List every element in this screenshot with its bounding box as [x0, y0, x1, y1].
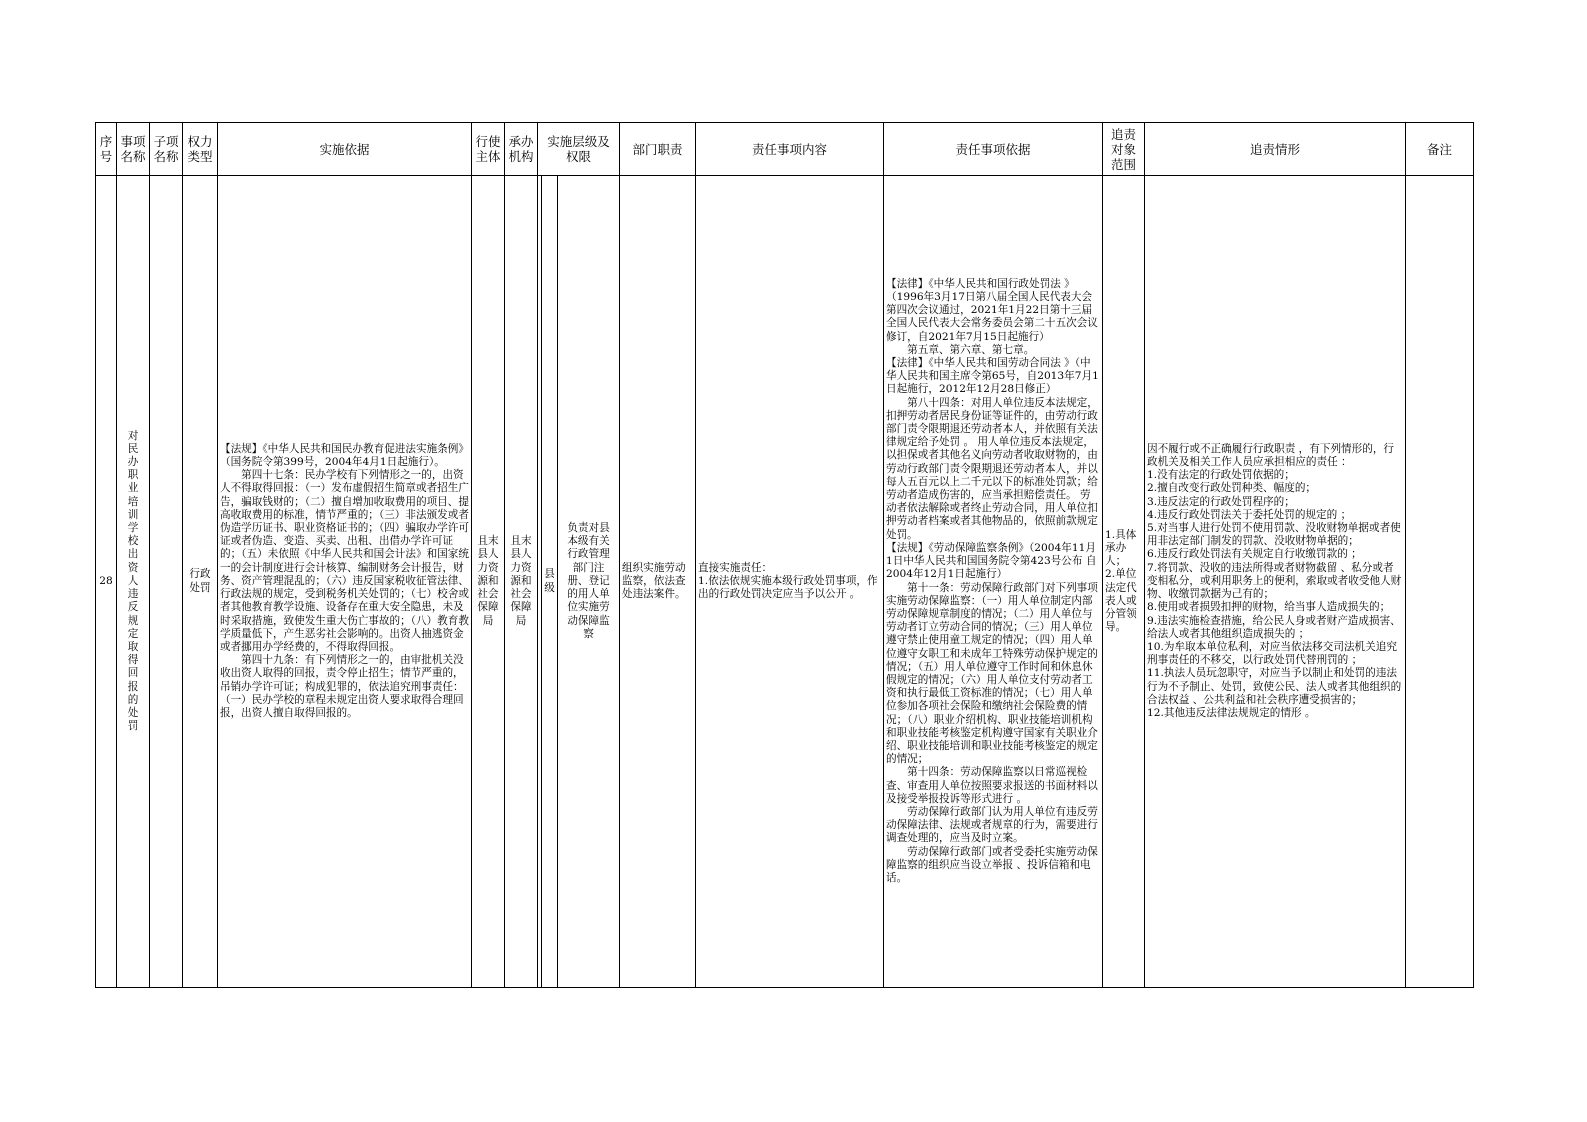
header-resp-content: 责任事项内容 — [696, 123, 884, 176]
cell-remarks — [1406, 176, 1474, 988]
header-level: 实施层级及权限 — [538, 123, 620, 176]
cell-level — [538, 176, 558, 988]
header-item-name: 事项名称 — [117, 123, 150, 176]
cell-account-cases — [1145, 176, 1406, 988]
cell-power-type: 行政处罚 — [183, 176, 218, 988]
header-row — [96, 123, 1474, 176]
cell-agency: 且末县人力资源和社会保障局 — [505, 176, 538, 988]
header-sub-item: 子项名称 — [150, 123, 183, 176]
header-power-type: 权力类型 — [183, 123, 218, 176]
level-sub-b: 县级 — [544, 568, 555, 594]
resp-basis-text: 【法律】《中华人民共和国行政处罚法 》（1996年3月17日第八届全国人民代表大会第四次会议通过，2021年1月22日第十三届全国人民代表大会常务委员会第二十五次会议修订，自2021年7月15日起施行） 第五章、第六章、第七章。 【法律】《中华人民共和国劳动合同法 》（中华人民共和国主席令第65号，自2013年7月1日起施行，2012年12月28日修正） 第八十四条：对用人单位违反本法规定，扣押劳动者居民身份证等证件的，由劳动行政部门责令限期退还劳动者本人，并依照有关法律规定给予处罚 。 用人单位违反本法规定，以担保或者其他名义向劳动者收取财物的，由劳动行政部门责令限期退还劳动者本人，并以每人五百元以上二千元以下的标准处罚款；给劳动者造成伤害的，应当承担赔偿责任。 劳动者依法解除或者终止劳动合同，用人单位扣押劳动者档案或者其他物品的，依照前款规定处罚。 【法规】《劳动保障监察条例》（2004年11月1日中华人民共和国国务院令第423号公布 自2004年12月1日起施行） 第十一条：劳动保障行政部门对下列事项实施劳动保障监察：（一）用人单位制定内部劳动保障规章制度的情况；（二）用人单位与劳动者订立劳动合同的情况；（三）用人单位遵守禁止使用童工规定的情况；（四）用人单位遵守女职工和未成年工特殊劳动保护规定的情况；（五）用人单位遵守工作时间和休息休假规定的情况；（六）用人单位支付劳动者工资和执行最低工资标准的情况；（七）用人单位参加各项社会保险和缴纳社会保险费的情况；（八）职业介绍机构、职业技能培训机构和职业技能考核鉴定机构遵守国家有关职业介绍、职业技能培训和职业技能考核鉴定的规定的情况； 第十四条：劳动保障监察以日常巡视检查、审查用人单位按照要求报送的书面材料以及接受举报投诉等形式进行 。 劳动保障行政部门认为用人单位有违反劳动保障法律、法规或者规章的行为，需要进行调查处理的，应当及时立案。 劳动保障行政部门或者受委托实施劳动保障监察的组织应当设立举报 、投诉信箱和电话。 — [886, 277, 1099, 884]
basis-text: 【法规】《中华人民共和国民办教育促进法实施条例》（国务院令第399号，2004年4月1日起施行）。 第四十七条：民办学校有下列情形之一的，出资人不得取得回报：（一）发布虚假招生简章或者招生广告，骗取钱财的；（二）擅自增加收取费用的项目、提高收取费用的标准，情节严重的；（三）非法颁发或者伪造学历证书、职业资格证书的；（四）骗取办学许可证或者伪造、变造、买卖、出租、出借办学许可证的；（五）未依照《中华人民共和国会计法》和国家统一的会计制度进行会计核算、编制财务会计报告，财务、资产管理混乱的；（六）违反国家税收征管法律、行政法规的规定，受到税务机关处罚的；（七）校舍或者其他教育教学设施、设备存在重大安全隐患，未及时采取措施，致使发生重大伤亡事故的；（八）教育教学质量低下，产生恶劣社会影响的。出资人抽逃资金或者挪用办学经费的，不得取得回报。 第四十九条：有下列情形之一的，由审批机关没收出资人取得的回报，责令停止招生；情节严重的，吊销办学许可证；构成犯罪的，依法追究刑事责任：（一）民办学校的章程未规定出资人要求取得合理回报，出资人擅自取得回报的。 — [220, 442, 469, 719]
cell-item-name: 对民办职业培训学校出资人违反规定取得回报的处罚 — [117, 176, 150, 988]
header-duty: 部门职责 — [620, 123, 696, 176]
authority-table — [95, 122, 1474, 988]
cell-account-scope: 1.具体承办人； 2.单位法定代表人或分管领导。 — [1103, 176, 1145, 988]
cell-seq: 28 — [96, 176, 117, 988]
header-agency: 承办机构 — [505, 123, 538, 176]
cell-subject: 且末县人力资源和社会保障局 — [472, 176, 505, 988]
cell-basis — [218, 176, 472, 988]
header-remarks: 备注 — [1406, 123, 1474, 176]
table-row — [96, 176, 1474, 988]
header-resp-basis: 责任事项依据 — [884, 123, 1103, 176]
header-basis: 实施依据 — [218, 123, 472, 176]
header-subject: 行使主体 — [472, 123, 505, 176]
cell-level-scope: 负责对县本级有关行政管理部门注册、登记的用人单位实施劳动保障监察 — [558, 176, 620, 988]
cell-resp-basis — [884, 176, 1103, 988]
cell-sub-item — [150, 176, 183, 988]
cell-resp-content: 直接实施责任： 1.依法依规实施本级行政处罚事项，作出的行政处罚决定应当予以公开 。 — [696, 176, 884, 988]
account-cases-text: 因不履行或不正确履行行政职责 ，有下列情形的，行政机关及相关工作人员应承担相应的责任 ： 1.没有法定的行政处罚依据的； 2.擅自改变行政处罚种类、幅度的； 3.违反法定的行政处罚程序的； 4.违反行政处罚法关于委托处罚的规定的 ； 5.对当事人进行处罚不使用罚款、没收财物单据或者使用非法定部门制发的罚款、没收财物单据的； 6.违反行政处罚法有关规定自行收缴罚款的 ； 7.将罚款、没收的违法所得或者财物截留 、私分或者变相私分，或利用职务上的便利，索取或者收受他人财物、收缴罚款据为己有的； 8.使用或者损毁扣押的财物，给当事人造成损失的； 9.违法实施检查措施，给公民人身或者财产造成损害、给法人或者其他组织造成损失的 ； 10.为牟取本单位私利，对应当依法移交司法机关追究刑事责任的不移交，以行政处罚代替刑罚的 ； 11.执法人员玩忽职守，对应当予以制止和处罚的违法行为不予制止、处罚，致使公民、法人或者其他组织的合法权益 、公共利益和社会秩序遭受损害的； 12.其他违反法律法规规定的情形 。 — [1147, 442, 1402, 719]
header-seq: 序号 — [96, 123, 117, 176]
header-account-scope: 追责对象范围 — [1103, 123, 1145, 176]
cell-duty: 组织实施劳动监察，依法查处违法案件。 — [620, 176, 696, 988]
header-account-cases: 追责情形 — [1145, 123, 1406, 176]
